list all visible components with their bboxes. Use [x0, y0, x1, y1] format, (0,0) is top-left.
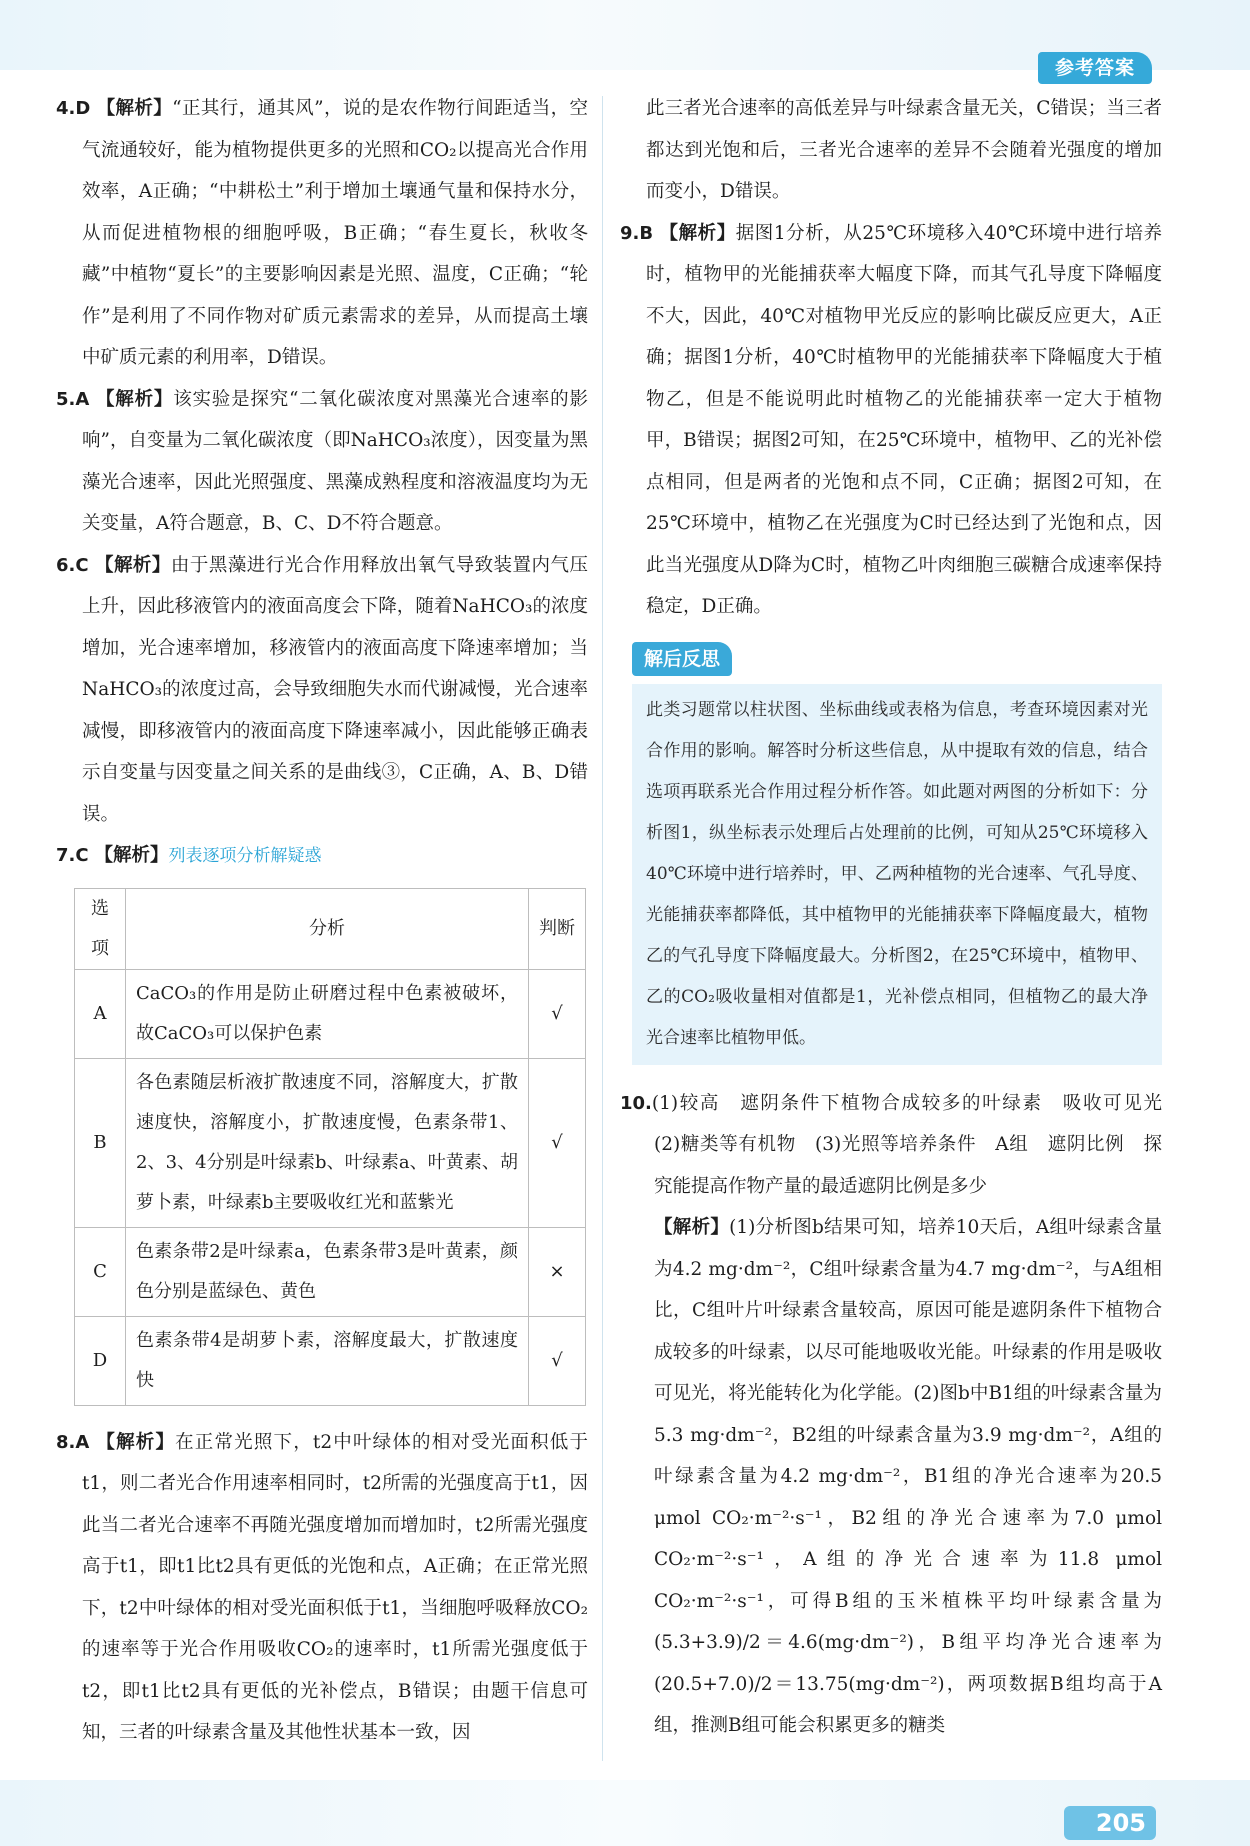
answer-letter: C	[75, 845, 89, 866]
answer-10	[620, 1083, 1181, 1208]
column-header-option: 选项	[75, 888, 126, 969]
judgement-cell: √	[529, 969, 586, 1058]
analysis-cell: CaCO₃的作用是防止研磨过程中色素被破坏，故CaCO₃可以保护色素	[126, 969, 529, 1058]
method-hint: 列表逐项分析解疑惑	[168, 846, 322, 866]
table-row	[75, 969, 586, 1058]
analysis-text: 该实验是探究“二氧化碳浓度对黑藻光合速率的影响”，自变量为二氧化碳浓度（即NaHCO₃浓度），因变量为黑藻光合速率，因此光照强度、黑藻成熟程度和溶液温度均为无关变量，A符合题意，B、C、D不符合题意。	[82, 388, 588, 534]
analysis-table	[74, 888, 586, 1406]
answer-letter: C	[75, 554, 89, 576]
analysis-cell: 各色素随层析液扩散速度不同，溶解度大，扩散速度快，溶解度小，扩散速度慢，色素条带1、2、3、4分别是叶绿素b、叶绿素a、叶黄素、胡萝卜素，叶绿素b主要吸收红光和蓝紫光	[126, 1058, 529, 1227]
analysis-text: 在正常光照下，t2中叶绿体的相对受光面积低于t1，则二者光合作用速率相同时，t2所需的光强度高于t1，因此当二者光合速率不再随光强度增加而增加时，t2所需光强度高于t1，即t1比t2具有更低的光饱和点，A正确；在正常光照下，t2中叶绿体的相对受光面积低于t1，当细胞呼吸释放CO₂的速率等于光合作用吸收CO₂的速率时，t1所需光强度低于t2，即t1比t2具有更低的光补偿点，B错误；由题干信息可知，三者的叶绿素含量及其他性状基本一致，因	[82, 1431, 588, 1743]
answer-6	[56, 545, 588, 836]
answer-7	[56, 835, 588, 878]
answer-10-analysis	[620, 1207, 1162, 1747]
analysis-tag: 【解析】	[96, 98, 173, 119]
option-cell: C	[75, 1227, 126, 1316]
analysis-text: 据图1分析，从25℃环境移入40℃环境中进行培养时，植物甲的光能捕获率大幅度下降，而其气孔导度下降幅度不大，因此，40℃对植物甲光反应的影响比碳反应更大，A正确；据图1分析，40℃时植物甲的光能捕获率下降幅度大于植物乙，但是不能说明此时植物乙的光能捕获率一定大于植物甲，B错误；据图2可知，在25℃环境中，植物甲、乙的光补偿点相同，但是两者的光饱和点不同，C正确；据图2可知，在25℃环境中，植物乙在光强度为C时已经达到了光饱和点，因此当光强度从D降为C时，植物乙叶肉细胞三碳糖合成速率保持稳定，D正确。	[646, 222, 1162, 617]
analysis-text: (1)分析图b结果可知，培养10天后，A组叶绿素含量为4.2 mg·dm⁻²，C组叶绿素含量为4.7 mg·dm⁻²，与A组相比，C组叶片叶绿素含量较高，原因可能是遮阴条件下植物合成较多的叶绿素，以尽可能地吸收光能。叶绿素的作用是吸收可见光，将光能转化为化学能。(2)图b中B1组的叶绿素含量为5.3 mg·dm⁻²，B2组的叶绿素含量为3.9 mg·dm⁻²，A组的叶绿素含量为4.2 mg·dm⁻²，B1组的净光合速率为20.5 μmol CO₂·m⁻²·s⁻¹，B2组的净光合速率为7.0 μmol CO₂·m⁻²·s⁻¹，A组的净光合速率为11.8 μmol CO₂·m⁻²·s⁻¹，可得B组的玉米植株平均叶绿素含量为(5.3+3.9)/2＝4.6(mg·dm⁻²)，B组平均净光合速率为(20.5+7.0)/2＝13.75(mg·dm⁻²)，两项数据B组均高于A组，推测B组可能会积累更多的糖类	[654, 1217, 1162, 1736]
answer-letter: A	[75, 1431, 90, 1453]
answer-text: (1)较高 遮阴条件下植物合成较多的叶绿素 吸收可见光 (2)糖类等有机物 (3)光照等培养条件 A组 遮阴比例 探究能提高作物产量的最适遮阴比例是多少	[651, 1092, 1181, 1197]
column-header-analysis: 分析	[126, 888, 529, 969]
judgement-cell: √	[529, 1058, 586, 1227]
left-column	[56, 88, 588, 1754]
answer-9	[620, 213, 1162, 628]
option-cell: B	[75, 1058, 126, 1227]
column-divider	[602, 96, 603, 1761]
analysis-tag: 【解析】	[94, 845, 169, 866]
question-number: 8.	[56, 1431, 76, 1453]
analysis-text: “正其行，通其风”，说的是农作物行间距适当，空气流通较好，能为植物提供更多的光照和CO₂以提高光合作用效率，A正确；“中耕松土”利于增加土壤通气量和保持水分，从而促进植物根的细胞呼吸，B正确；“春生夏长，秋收冬藏”中植物“夏长”的主要影响因素是光照、温度，C正确；“轮作”是利用了不同作物对矿质元素需求的差异，从而提高土壤中矿质元素的利用率，D错误。	[82, 98, 588, 368]
analysis-text: 由于黑藻进行光合作用释放出氧气导致装置内气压上升，因此移液管内的液面高度会下降，随着NaHCO₃的浓度增加，光合速率增加，移液管内的液面高度下降速率增加；当NaHCO₃的浓度过高，会导致细胞失水而代谢减慢，光合速率减慢，即移液管内的液面高度下降速率减小，因此能够正确表示自变量与因变量之间关系的是曲线③，C正确，A、B、D错误。	[82, 554, 588, 825]
question-number: 7.	[56, 845, 76, 866]
column-header-judgement: 判断	[529, 888, 586, 969]
answer-4	[56, 88, 588, 379]
analysis-cell: 色素条带2是叶绿素a，色素条带3是叶黄素，颜色分别是蓝绿色、黄色	[126, 1227, 529, 1316]
judgement-cell: √	[529, 1316, 586, 1405]
analysis-tag: 【解析】	[659, 222, 736, 244]
option-cell: D	[75, 1316, 126, 1405]
question-number: 10.	[620, 1092, 652, 1114]
question-number: 5.	[56, 388, 76, 410]
table-row	[75, 1058, 586, 1227]
analysis-tag: 【解析】	[94, 554, 171, 576]
footer-band	[0, 1780, 1250, 1846]
page-number: 205	[1064, 1806, 1156, 1840]
answer-5	[56, 379, 588, 545]
answer-letter: A	[75, 388, 90, 410]
question-number: 9.	[620, 222, 640, 244]
table-row	[75, 1316, 586, 1405]
option-cell: A	[75, 969, 126, 1058]
answer-letter: B	[639, 222, 654, 244]
question-number: 6.	[56, 554, 76, 576]
analysis-tag: 【解析】	[96, 388, 174, 410]
reference-answer-badge: 参考答案	[1038, 52, 1152, 84]
right-column	[620, 88, 1181, 1747]
table-header-row	[75, 888, 586, 969]
reflection-box: 此类习题常以柱状图、坐标曲线或表格为信息，考查环境因素对光合作用的影响。解答时分析这些信息，从中提取有效的信息，结合选项再联系光合作用过程分析作答。如此题对两图的分析如下：分析图1，纵坐标表示处理后占处理前的比例，可知从25℃环境移入40℃环境中进行培养时，甲、乙两种植物的光合速率、气孔导度、光能捕获率都降低，其中植物甲的光能捕获率下降幅度最大，植物乙的气孔导度下降幅度最大。分析图2，在25℃环境中，植物甲、乙的CO₂吸收量相对值都是1，光补偿点相同，但植物乙的最大净光合速率比植物甲低。	[632, 684, 1162, 1065]
answer-8	[56, 1422, 588, 1754]
question-number: 4.	[56, 98, 76, 119]
analysis-tag: 【解析】	[96, 1431, 176, 1453]
judgement-cell: ×	[529, 1227, 586, 1316]
analysis-cell: 色素条带4是胡萝卜素，溶解度最大，扩散速度快	[126, 1316, 529, 1405]
table-row	[75, 1227, 586, 1316]
answer-letter: D	[75, 98, 91, 119]
analysis-tag: 【解析】	[654, 1217, 730, 1238]
answer-8-continued: 此三者光合速率的高低差异与叶绿素含量无关，C错误；当三者都达到光饱和后，三者光合速率的差异不会随着光强度的增加而变小，D错误。	[646, 98, 1162, 202]
reflection-title: 解后反思	[632, 642, 732, 676]
